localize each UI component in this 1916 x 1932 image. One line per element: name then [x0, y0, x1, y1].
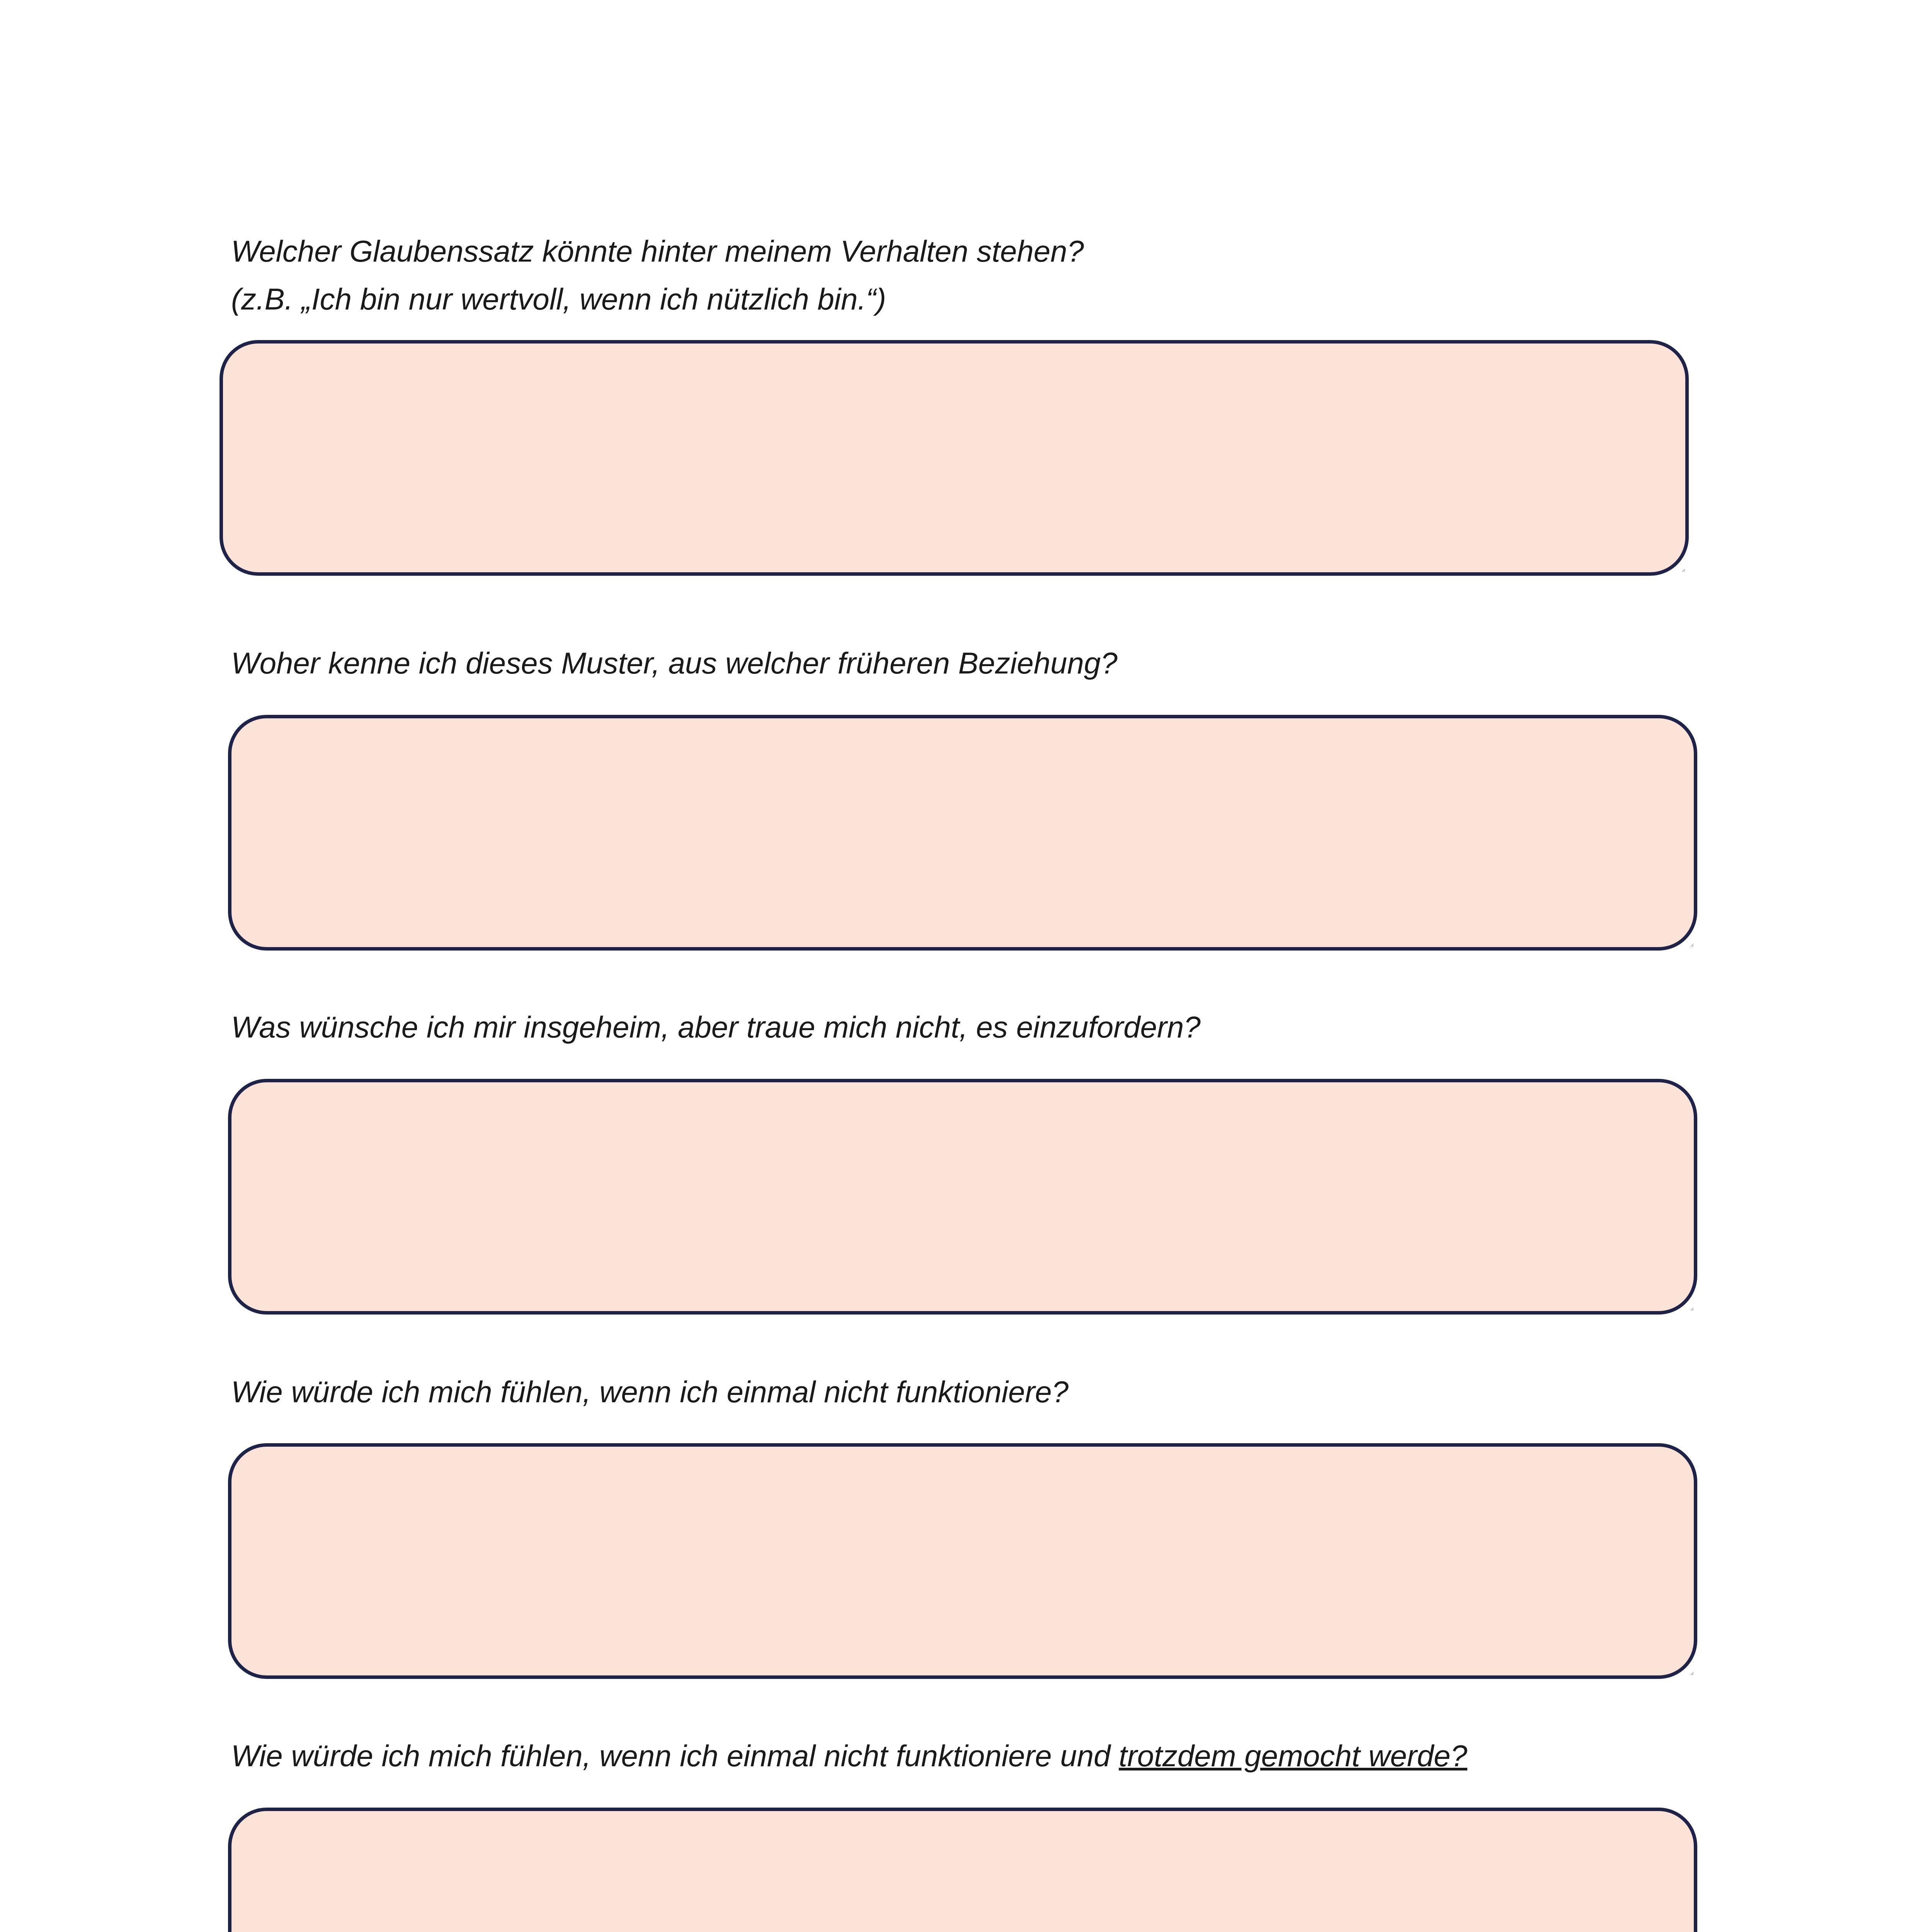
answer-box-3[interactable]	[228, 1079, 1697, 1315]
question-1-line-1: Welcher Glaubenssatz könnte hinter meinem Verhalten stehen?	[231, 234, 1084, 268]
question-5-underlined: trotzdem gemocht werde?	[1119, 1739, 1467, 1773]
question-1-line-2: (z.B. „Ich bin nur wertvoll, wenn ich nützlich bin.“)	[231, 282, 886, 316]
answer-box-2[interactable]	[228, 715, 1697, 951]
question-3-text: Was wünsche ich mir insgeheim, aber traue mich nicht, es einzufordern?	[231, 1010, 1201, 1044]
answer-box-4[interactable]	[228, 1443, 1697, 1679]
question-4-text: Wie würde ich mich fühlen, wenn ich einmal nicht funktioniere?	[231, 1375, 1069, 1409]
question-1-text	[231, 227, 1084, 323]
question-5-text	[231, 1732, 1467, 1780]
question-5-prefix: Wie würde ich mich fühlen, wenn ich einmal nicht funktioniere und	[231, 1739, 1119, 1773]
question-2-text: Woher kenne ich dieses Muster, aus welcher früheren Beziehung?	[231, 646, 1118, 680]
answer-box-1[interactable]	[220, 340, 1689, 576]
answer-box-5[interactable]	[228, 1808, 1697, 1932]
